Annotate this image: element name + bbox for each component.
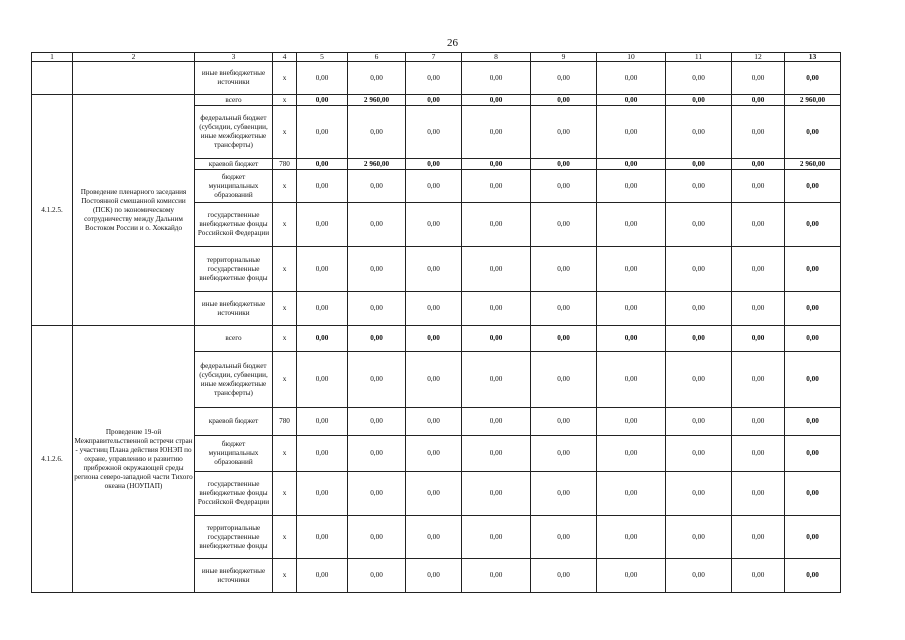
amount-cell: 0,00 bbox=[732, 408, 785, 436]
amount-cell: 0,00 bbox=[597, 203, 666, 247]
amount-cell: 0,00 bbox=[785, 472, 841, 516]
column-number-3: 3 bbox=[195, 53, 273, 62]
budget-code: х bbox=[273, 326, 297, 352]
budget-code: х bbox=[273, 170, 297, 203]
budget-code: х bbox=[273, 247, 297, 292]
amount-cell: 0,00 bbox=[597, 436, 666, 472]
budget-code: х bbox=[273, 106, 297, 159]
amount-cell: 0,00 bbox=[406, 472, 462, 516]
amount-cell: 0,00 bbox=[348, 62, 406, 95]
amount-cell: 0,00 bbox=[597, 159, 666, 170]
amount-cell: 0,00 bbox=[406, 95, 462, 106]
amount-cell: 0,00 bbox=[785, 436, 841, 472]
amount-cell: 0,00 bbox=[531, 170, 597, 203]
amount-cell: 0,00 bbox=[462, 159, 531, 170]
amount-cell: 0,00 bbox=[348, 408, 406, 436]
budget-code: х bbox=[273, 559, 297, 593]
amount-cell: 0,00 bbox=[462, 472, 531, 516]
amount-cell: 0,00 bbox=[531, 559, 597, 593]
amount-cell: 0,00 bbox=[406, 352, 462, 408]
amount-cell: 0,00 bbox=[348, 106, 406, 159]
amount-cell: 2 960,00 bbox=[348, 95, 406, 106]
activity-name: Проведение 19-ой Межправительственной встречи стран - участниц Плана действия ЮНЭП по охране, управлению и развитию прибрежной окружающей среды региона северо-западной части Тихого океана (НОУПАП) bbox=[73, 326, 195, 593]
amount-cell: 0,00 bbox=[406, 292, 462, 326]
amount-cell: 0,00 bbox=[732, 62, 785, 95]
amount-cell: 2 960,00 bbox=[785, 159, 841, 170]
amount-cell: 0,00 bbox=[597, 62, 666, 95]
amount-cell: 0,00 bbox=[597, 292, 666, 326]
amount-cell: 0,00 bbox=[597, 95, 666, 106]
funding-source: иные внебюджетные источники bbox=[195, 559, 273, 593]
column-number-7: 7 bbox=[406, 53, 462, 62]
amount-cell: 0,00 bbox=[297, 352, 348, 408]
funding-source: бюджет муниципальных образований bbox=[195, 170, 273, 203]
amount-cell: 0,00 bbox=[531, 292, 597, 326]
amount-cell: 0,00 bbox=[348, 352, 406, 408]
funding-source: краевой бюджет bbox=[195, 408, 273, 436]
amount-cell: 0,00 bbox=[666, 472, 732, 516]
amount-cell: 0,00 bbox=[406, 326, 462, 352]
budget-code: х bbox=[273, 95, 297, 106]
amount-cell: 0,00 bbox=[462, 408, 531, 436]
amount-cell: 0,00 bbox=[462, 559, 531, 593]
amount-cell: 0,00 bbox=[348, 247, 406, 292]
amount-cell: 0,00 bbox=[732, 292, 785, 326]
table-row bbox=[32, 326, 841, 352]
amount-cell: 0,00 bbox=[348, 326, 406, 352]
column-number-8: 8 bbox=[462, 53, 531, 62]
amount-cell: 0,00 bbox=[597, 559, 666, 593]
amount-cell: 0,00 bbox=[666, 292, 732, 326]
amount-cell: 0,00 bbox=[462, 516, 531, 559]
column-number-11: 11 bbox=[666, 53, 732, 62]
funding-source: государственные внебюджетные фонды Российской Федерации bbox=[195, 203, 273, 247]
funding-source: иные внебюджетные источники bbox=[195, 292, 273, 326]
budget-code: х bbox=[273, 203, 297, 247]
amount-cell: 0,00 bbox=[462, 95, 531, 106]
activity-name-cell bbox=[73, 62, 195, 95]
amount-cell: 0,00 bbox=[462, 436, 531, 472]
amount-cell: 0,00 bbox=[348, 472, 406, 516]
column-number-2: 2 bbox=[73, 53, 195, 62]
amount-cell: 0,00 bbox=[666, 95, 732, 106]
amount-cell: 0,00 bbox=[297, 436, 348, 472]
amount-cell: 0,00 bbox=[666, 106, 732, 159]
funding-source: государственные внебюджетные фонды Российской Федерации bbox=[195, 472, 273, 516]
column-number-13: 13 bbox=[785, 53, 841, 62]
amount-cell: 2 960,00 bbox=[348, 159, 406, 170]
amount-cell: 0,00 bbox=[531, 203, 597, 247]
column-number-4: 4 bbox=[273, 53, 297, 62]
funding-source: всего bbox=[195, 95, 273, 106]
budget-code: х bbox=[273, 472, 297, 516]
amount-cell: 0,00 bbox=[785, 170, 841, 203]
amount-cell: 0,00 bbox=[531, 106, 597, 159]
activity-code: 4.1.2.5. bbox=[32, 95, 73, 326]
amount-cell: 0,00 bbox=[531, 472, 597, 516]
amount-cell: 0,00 bbox=[597, 106, 666, 159]
amount-cell: 0,00 bbox=[406, 516, 462, 559]
amount-cell: 0,00 bbox=[785, 559, 841, 593]
amount-cell: 0,00 bbox=[666, 203, 732, 247]
amount-cell: 0,00 bbox=[462, 247, 531, 292]
amount-cell: 0,00 bbox=[297, 203, 348, 247]
amount-cell: 0,00 bbox=[348, 292, 406, 326]
amount-cell: 0,00 bbox=[732, 170, 785, 203]
amount-cell: 0,00 bbox=[732, 106, 785, 159]
column-number-row bbox=[32, 53, 841, 62]
budget-table bbox=[31, 52, 841, 593]
amount-cell: 0,00 bbox=[531, 247, 597, 292]
amount-cell: 0,00 bbox=[732, 352, 785, 408]
budget-code: х bbox=[273, 436, 297, 472]
amount-cell: 2 960,00 bbox=[785, 95, 841, 106]
amount-cell: 0,00 bbox=[732, 559, 785, 593]
budget-code: х bbox=[273, 516, 297, 559]
amount-cell: 0,00 bbox=[297, 106, 348, 159]
amount-cell: 0,00 bbox=[462, 352, 531, 408]
table-row bbox=[32, 95, 841, 106]
page-number: 26 bbox=[447, 37, 458, 49]
amount-cell: 0,00 bbox=[297, 159, 348, 170]
table-body bbox=[32, 53, 841, 593]
amount-cell: 0,00 bbox=[597, 326, 666, 352]
amount-cell: 0,00 bbox=[785, 62, 841, 95]
column-number-5: 5 bbox=[297, 53, 348, 62]
amount-cell: 0,00 bbox=[297, 559, 348, 593]
amount-cell: 0,00 bbox=[531, 62, 597, 95]
amount-cell: 0,00 bbox=[666, 352, 732, 408]
amount-cell: 0,00 bbox=[597, 408, 666, 436]
amount-cell: 0,00 bbox=[297, 292, 348, 326]
funding-source: территориальные государственные внебюджетные фонды bbox=[195, 516, 273, 559]
amount-cell: 0,00 bbox=[406, 247, 462, 292]
amount-cell: 0,00 bbox=[785, 203, 841, 247]
amount-cell: 0,00 bbox=[531, 516, 597, 559]
amount-cell: 0,00 bbox=[406, 203, 462, 247]
amount-cell: 0,00 bbox=[785, 516, 841, 559]
amount-cell: 0,00 bbox=[785, 408, 841, 436]
amount-cell: 0,00 bbox=[348, 516, 406, 559]
budget-code: х bbox=[273, 352, 297, 408]
amount-cell: 0,00 bbox=[348, 170, 406, 203]
amount-cell: 0,00 bbox=[732, 472, 785, 516]
amount-cell: 0,00 bbox=[462, 62, 531, 95]
column-number-6: 6 bbox=[348, 53, 406, 62]
amount-cell: 0,00 bbox=[666, 170, 732, 203]
amount-cell: 0,00 bbox=[297, 247, 348, 292]
amount-cell: 0,00 bbox=[406, 170, 462, 203]
amount-cell: 0,00 bbox=[732, 247, 785, 292]
amount-cell: 0,00 bbox=[597, 472, 666, 516]
amount-cell: 0,00 bbox=[297, 62, 348, 95]
activity-name: Проведение пленарного заседания Постоянной смешанной комиссии (ПСК) по экономическому сотрудничеству между Дальним Востоком России и о. Хоккайдо bbox=[73, 95, 195, 326]
amount-cell: 0,00 bbox=[785, 292, 841, 326]
amount-cell: 0,00 bbox=[406, 159, 462, 170]
amount-cell: 0,00 bbox=[462, 326, 531, 352]
budget-code: х bbox=[273, 62, 297, 95]
amount-cell: 0,00 bbox=[531, 159, 597, 170]
amount-cell: 0,00 bbox=[297, 472, 348, 516]
amount-cell: 0,00 bbox=[531, 352, 597, 408]
funding-source: краевой бюджет bbox=[195, 159, 273, 170]
amount-cell: 0,00 bbox=[406, 436, 462, 472]
column-number-10: 10 bbox=[597, 53, 666, 62]
amount-cell: 0,00 bbox=[297, 516, 348, 559]
amount-cell: 0,00 bbox=[732, 95, 785, 106]
amount-cell: 0,00 bbox=[297, 95, 348, 106]
amount-cell: 0,00 bbox=[785, 352, 841, 408]
amount-cell: 0,00 bbox=[531, 326, 597, 352]
activity-code: 4.1.2.6. bbox=[32, 326, 73, 593]
amount-cell: 0,00 bbox=[462, 170, 531, 203]
amount-cell: 0,00 bbox=[531, 408, 597, 436]
amount-cell: 0,00 bbox=[785, 247, 841, 292]
budget-code: 780 bbox=[273, 159, 297, 170]
amount-cell: 0,00 bbox=[406, 62, 462, 95]
amount-cell: 0,00 bbox=[462, 203, 531, 247]
column-number-12: 12 bbox=[732, 53, 785, 62]
amount-cell: 0,00 bbox=[732, 326, 785, 352]
column-number-1: 1 bbox=[32, 53, 73, 62]
funding-source: федеральный бюджет (субсидии, субвенции, иные межбюджетные трансферты) bbox=[195, 106, 273, 159]
amount-cell: 0,00 bbox=[531, 95, 597, 106]
amount-cell: 0,00 bbox=[597, 516, 666, 559]
amount-cell: 0,00 bbox=[297, 408, 348, 436]
amount-cell: 0,00 bbox=[666, 559, 732, 593]
amount-cell: 0,00 bbox=[732, 436, 785, 472]
amount-cell: 0,00 bbox=[732, 203, 785, 247]
amount-cell: 0,00 bbox=[297, 170, 348, 203]
amount-cell: 0,00 bbox=[597, 170, 666, 203]
amount-cell: 0,00 bbox=[666, 516, 732, 559]
amount-cell: 0,00 bbox=[348, 203, 406, 247]
amount-cell: 0,00 bbox=[348, 559, 406, 593]
funding-source: территориальные государственные внебюджетные фонды bbox=[195, 247, 273, 292]
amount-cell: 0,00 bbox=[666, 247, 732, 292]
amount-cell: 0,00 bbox=[785, 326, 841, 352]
amount-cell: 0,00 bbox=[732, 516, 785, 559]
amount-cell: 0,00 bbox=[462, 292, 531, 326]
funding-source: бюджет муниципальных образований bbox=[195, 436, 273, 472]
amount-cell: 0,00 bbox=[732, 159, 785, 170]
amount-cell: 0,00 bbox=[666, 62, 732, 95]
amount-cell: 0,00 bbox=[406, 559, 462, 593]
funding-source: всего bbox=[195, 326, 273, 352]
amount-cell: 0,00 bbox=[297, 326, 348, 352]
table-row bbox=[32, 62, 841, 95]
funding-source: федеральный бюджет (субсидии, субвенции, иные межбюджетные трансферты) bbox=[195, 352, 273, 408]
amount-cell: 0,00 bbox=[597, 352, 666, 408]
amount-cell: 0,00 bbox=[531, 436, 597, 472]
amount-cell: 0,00 bbox=[597, 247, 666, 292]
amount-cell: 0,00 bbox=[666, 408, 732, 436]
amount-cell: 0,00 bbox=[785, 106, 841, 159]
amount-cell: 0,00 bbox=[348, 436, 406, 472]
amount-cell: 0,00 bbox=[666, 436, 732, 472]
amount-cell: 0,00 bbox=[666, 326, 732, 352]
amount-cell: 0,00 bbox=[462, 106, 531, 159]
activity-code-cell bbox=[32, 62, 73, 95]
budget-code: х bbox=[273, 292, 297, 326]
amount-cell: 0,00 bbox=[666, 159, 732, 170]
amount-cell: 0,00 bbox=[406, 408, 462, 436]
column-number-9: 9 bbox=[531, 53, 597, 62]
amount-cell: 0,00 bbox=[406, 106, 462, 159]
budget-code: 780 bbox=[273, 408, 297, 436]
funding-source: иные внебюджетные источники bbox=[195, 62, 273, 95]
